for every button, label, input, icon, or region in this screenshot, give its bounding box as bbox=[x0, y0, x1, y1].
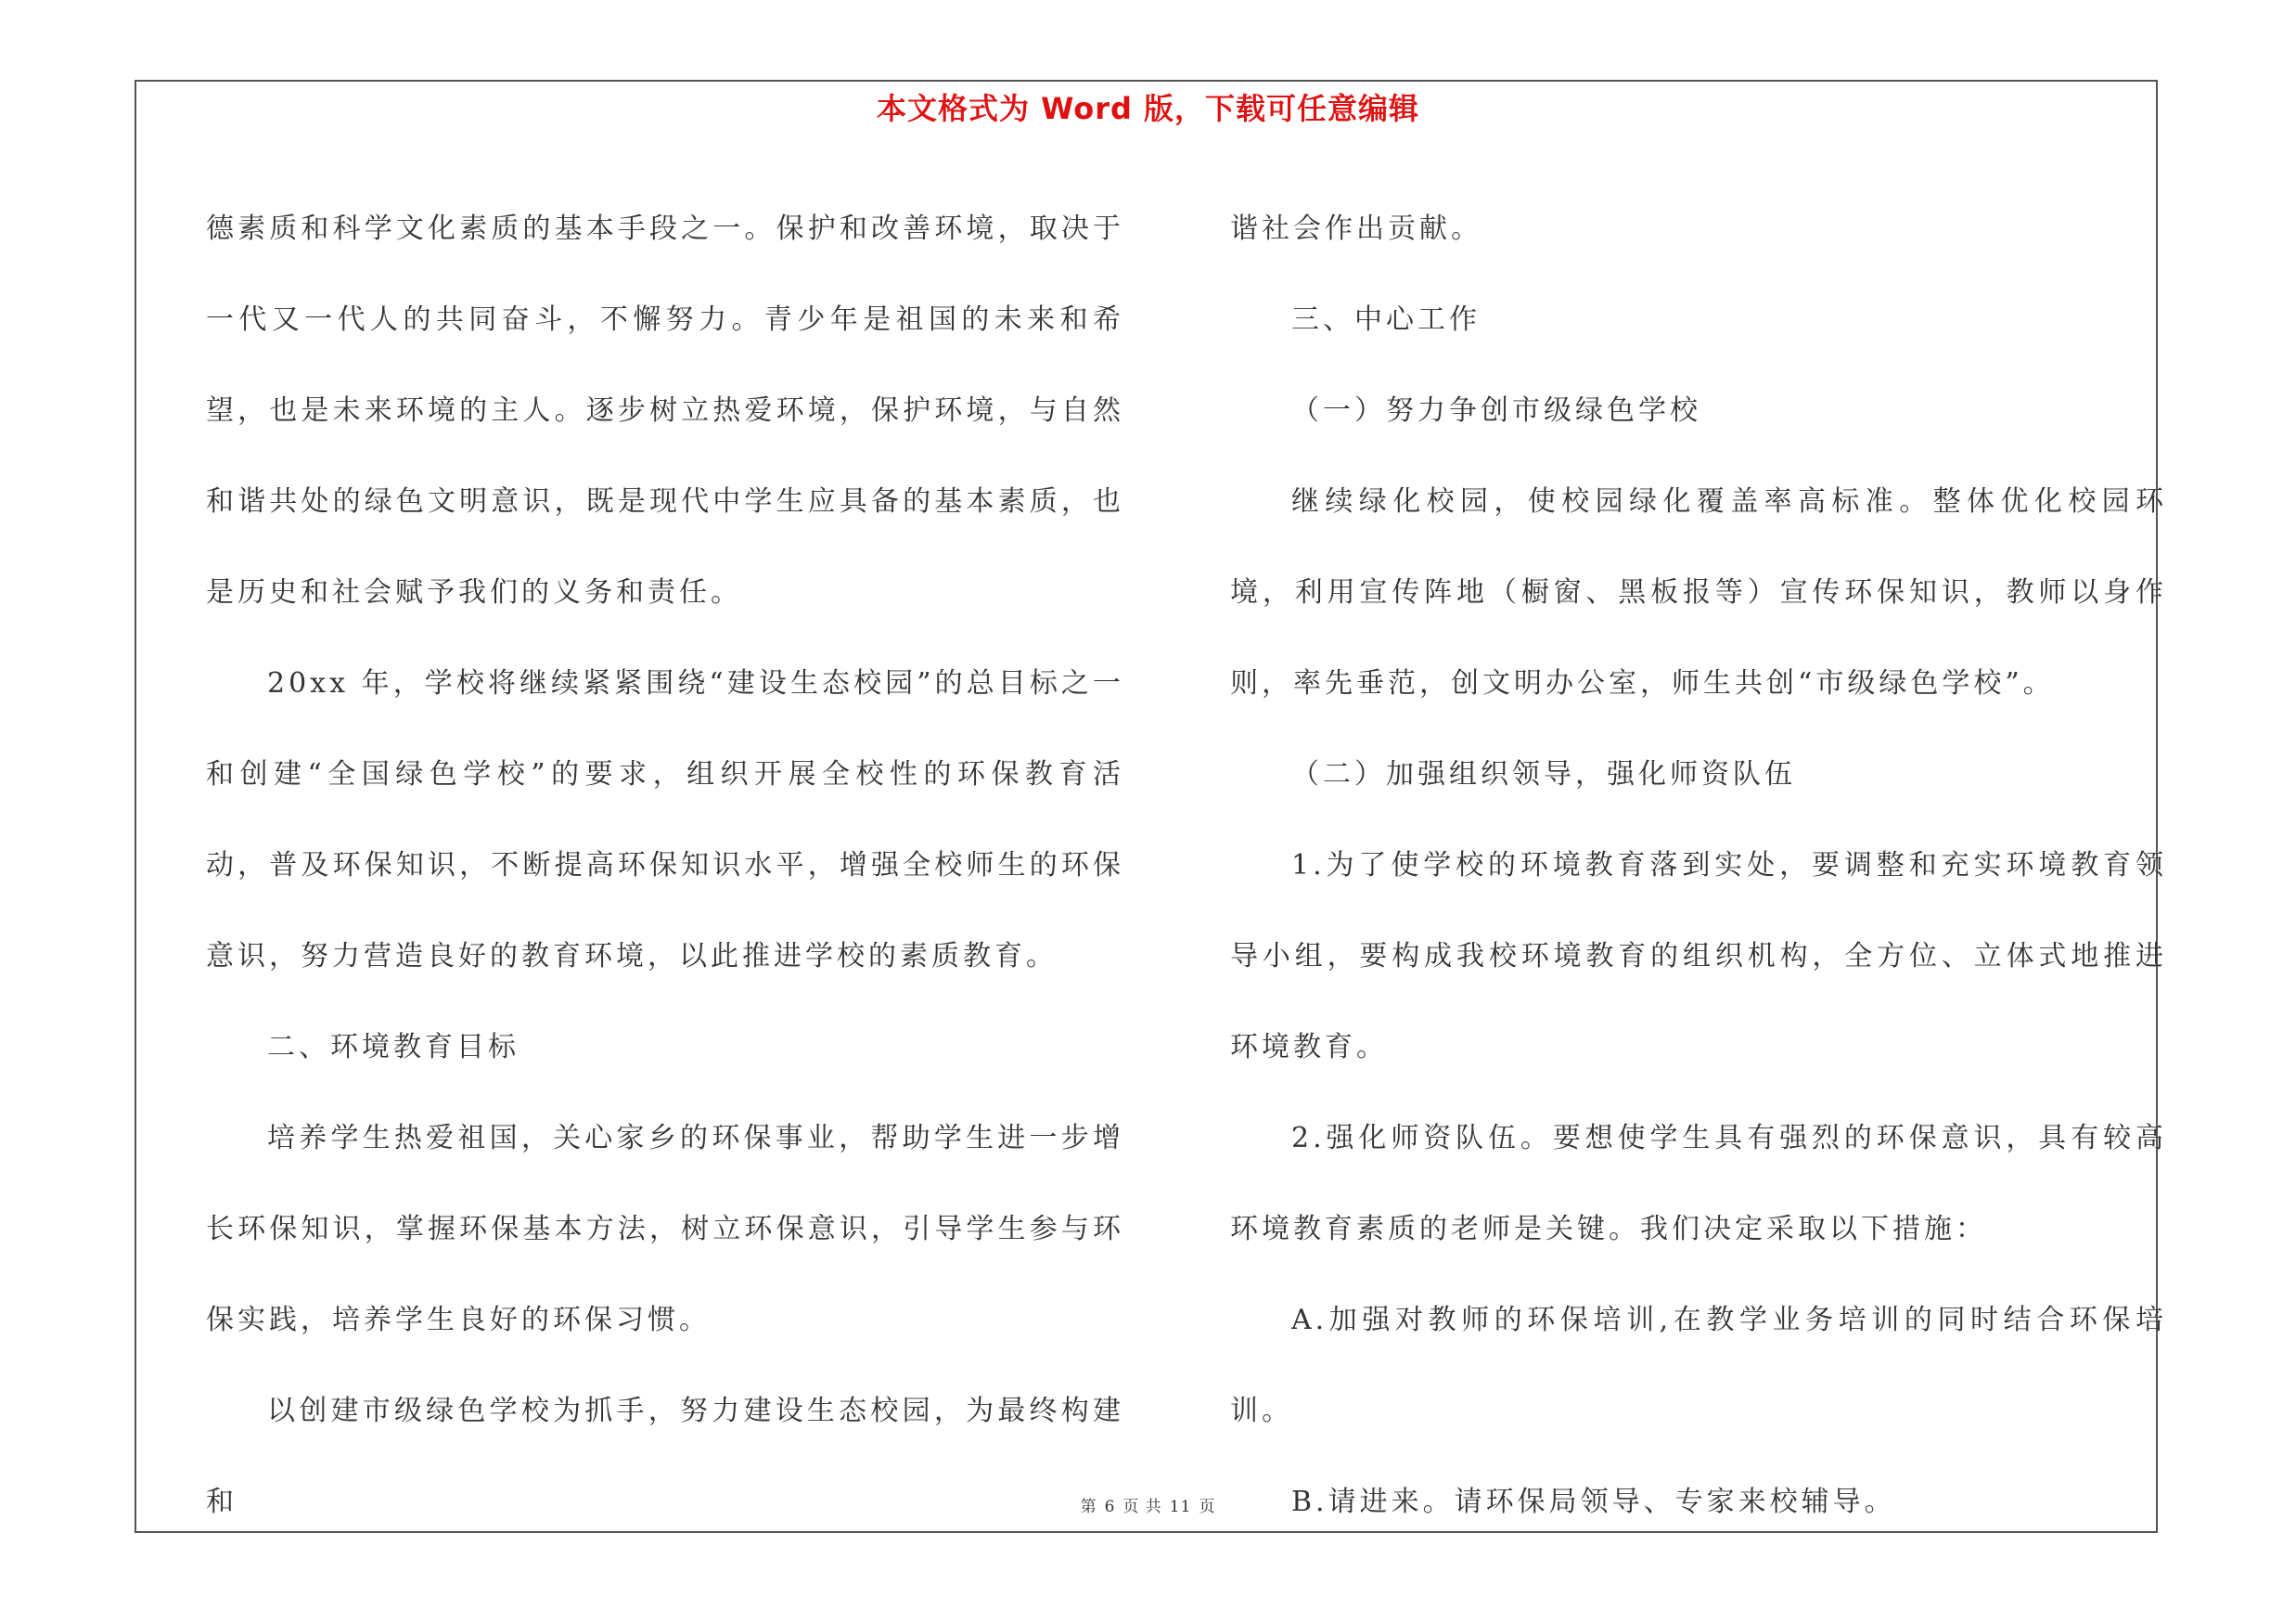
page-number-footer bbox=[0, 1493, 2296, 1516]
footer-prefix: 第 bbox=[1080, 1498, 1097, 1516]
paragraph-right-5: A.加强对教师的环保培训,在教学业务培训的同时结合环保培训。 bbox=[1230, 1304, 2167, 1427]
section-heading-core-work: 三、中心工作 bbox=[1291, 303, 1481, 336]
paragraph-right-1: 谐社会作出贡献。 bbox=[1230, 213, 1482, 245]
paragraph-right-4: 2.强化师资队伍。要想使学生具有强烈的环保意识，具有较高环境教育素质的老师是关键。我们决定采取以下措施： bbox=[1230, 1122, 2167, 1245]
footer-middle: 页 共 bbox=[1122, 1498, 1162, 1516]
left-column bbox=[206, 184, 1124, 1548]
paragraph-left-4: 以创建市级绿色学校为抓手，努力建设生态校园，为最终构建和 bbox=[206, 1395, 1124, 1518]
section-heading-goals: 二、环境教育目标 bbox=[267, 1031, 519, 1063]
subheading-green-school: （一）努力争创市级绿色学校 bbox=[1291, 394, 1701, 427]
current-page-number: 6 bbox=[1104, 1498, 1116, 1516]
paragraph-right-3: 1.为了使学校的环境教育落到实处，要调整和充实环境教育领导小组，要构成我校环境教育的组织机构，全方位、立体式地推进环境教育。 bbox=[1230, 849, 2167, 1063]
total-page-count: 11 bbox=[1169, 1498, 1192, 1516]
subheading-leadership: （二）加强组织领导，强化师资队伍 bbox=[1291, 758, 1796, 791]
word-format-banner: 本文格式为 Word 版，下载可任意编辑 bbox=[876, 91, 1420, 126]
paragraph-left-2: 20xx 年，学校将继续紧紧围绕“建设生态校园”的总目标之一和创建“全国绿色学校”的要求，组织开展全校性的环保教育活动，普及环保知识，不断提高环保知识水平，增强全校师生的环保意识，努力营造良好的教育环境，以此推进学校的素质教育。 bbox=[206, 667, 1124, 973]
paragraph-right-6: B.请进来。请环保局领导、专家来校辅导。 bbox=[1291, 1486, 1896, 1518]
paragraph-left-3: 培养学生热爱祖国，关心家乡的环保事业，帮助学生进一步增长环保知识，掌握环保基本方法，树立环保意识，引导学生参与环保实践，培养学生良好的环保习惯。 bbox=[206, 1122, 1124, 1336]
right-column bbox=[1230, 184, 2167, 1548]
paragraph-left-1: 德素质和科学文化素质的基本手段之一。保护和改善环境，取决于一代又一代人的共同奋斗，不懈努力。青少年是祖国的未来和希望，也是未来环境的主人。逐步树立热爱环境，保护环境，与自然和谐共处的绿色文明意识，既是现代中学生应具备的基本素质，也是历史和社会赋予我们的义务和责任。 bbox=[206, 213, 1124, 609]
footer-suffix: 页 bbox=[1199, 1498, 1216, 1516]
paragraph-right-2: 继续绿化校园，使校园绿化覆盖率高标准。整体优化校园环境，利用宣传阵地（橱窗、黑板报等）宣传环保知识，教师以身作则，率先垂范，创文明办公室，师生共创“市级绿色学校”。 bbox=[1230, 485, 2167, 700]
